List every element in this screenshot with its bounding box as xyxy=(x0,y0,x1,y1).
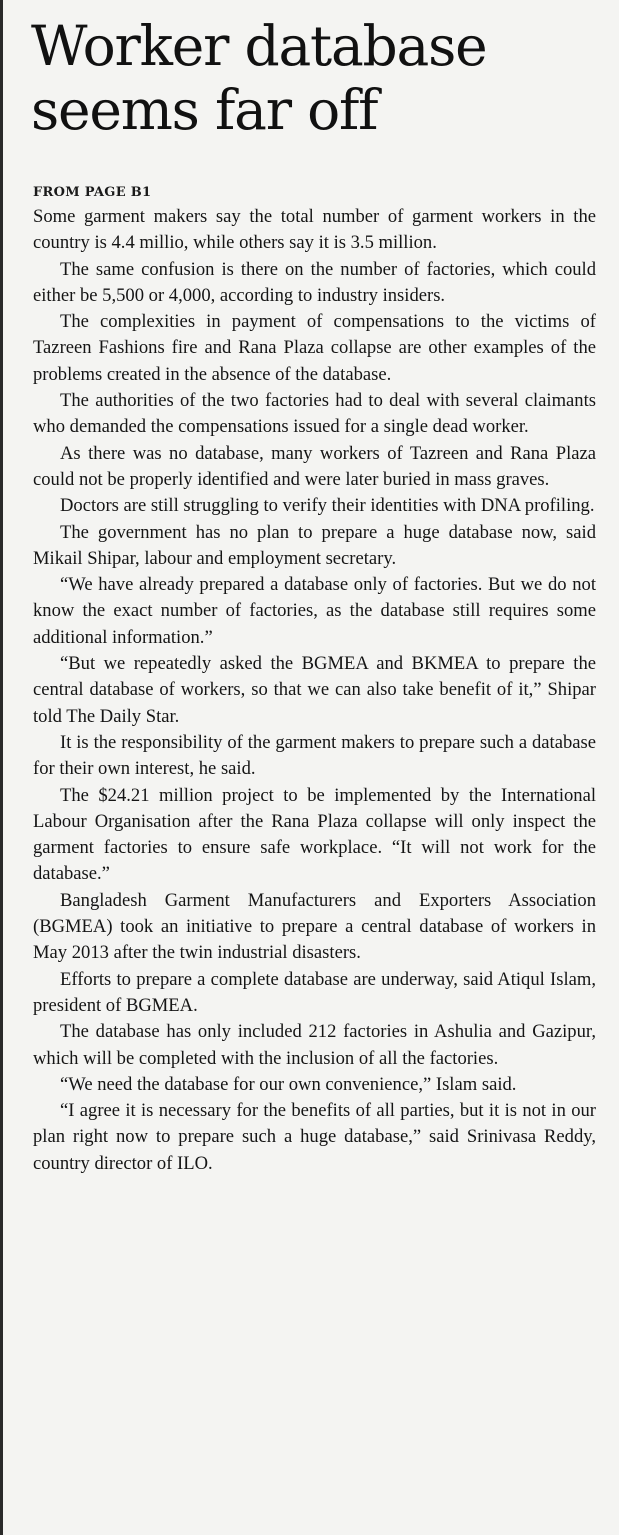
headline-line-1: Worker database xyxy=(31,14,487,78)
jump-line: FROM PAGE B1 xyxy=(33,185,152,200)
paragraph: The $24.21 million project to be implemented by the International Labour Organisation after the Rana Plaza collapse will only inspect the garment factories to ensure safe workplace. “It will not work for the database.” xyxy=(33,784,596,885)
paragraph: Bangladesh Garment Manufacturers and Exporters Association (BGMEA) took an initiative to prepare a central database of workers in May 2013 after the twin industrial disasters. xyxy=(33,889,596,964)
paragraph: “But we repeatedly asked the BGMEA and BKMEA to prepare the central database of workers, so that we can also take benefit of it,” Shipar told The Daily Star. xyxy=(33,653,596,727)
paragraph: “I agree it is necessary for the benefits of all parties, but it is not in our plan right now to prepare such a huge database,” said Srinivasa Reddy, country director of ILO. xyxy=(33,1100,596,1174)
article-body xyxy=(33,204,596,1177)
paragraph: The same confusion is there on the number of factories, which could either be 5,500 or 4,000, according to industry insiders. xyxy=(33,258,596,306)
paragraph: “We have already prepared a database only of factories. But we do not know the exact number of factories, as the database still requires some additional information.” xyxy=(33,574,596,648)
paragraph: “We need the database for our own convenience,” Islam said. xyxy=(60,1073,517,1095)
headline xyxy=(31,14,616,142)
paragraph: Some garment makers say the total number of garment workers in the country is 4.4 millio, while others say it is 3.5 million. xyxy=(33,206,596,254)
paragraph: The database has only included 212 factories in Ashulia and Gazipur, which will be completed with the inclusion of all the factories. xyxy=(33,1021,596,1069)
paragraph: It is the responsibility of the garment makers to prepare such a database for their own interest, he said. xyxy=(33,731,596,780)
paragraph: The authorities of the two factories had to deal with several claimants who demanded the compensations issued for a single dead worker. xyxy=(33,390,596,438)
paragraph: Doctors are still struggling to verify their identities with DNA profiling. xyxy=(60,495,595,517)
paragraph: Efforts to prepare a complete database are underway, said Atiqul Islam, president of BGMEA. xyxy=(33,968,596,1016)
paragraph: The complexities in payment of compensations to the victims of Tazreen Fashions fire and Rana Plaza collapse are other examples of the problems created in the absence of the database. xyxy=(33,311,596,385)
paragraph: As there was no database, many workers of Tazreen and Rana Plaza could not be properly identified and were later buried in mass graves. xyxy=(33,442,596,490)
headline-line-2: seems far off xyxy=(31,78,378,142)
paragraph: The government has no plan to prepare a huge database now, said Mikail Shipar, labour and employment secretary. xyxy=(33,521,596,569)
